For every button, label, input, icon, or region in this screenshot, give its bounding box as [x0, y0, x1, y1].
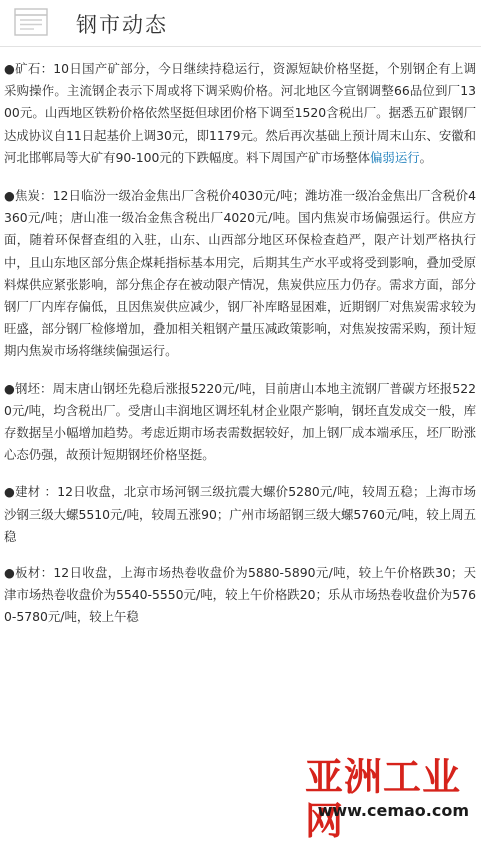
plate-paragraph: ●板材：12日收盘，上海市场热卷收盘价为5880-5890元/吨，较上午价格跌30；天津市场热卷收盘价为5540-5550元/吨，较上午价格跌20；乐从市场热卷收盘价为5760-5780元/吨，较上午稳	[4, 565, 476, 625]
coke-paragraph: ●焦炭：12日临汾一级冶金焦出厂含税价4030元/吨；潍坊准一级冶金焦出厂含税价4360元/吨；唐山准一级冶金焦含税出厂4020元/吨。国内焦炭市场偏强运行。供应方面，随着环保督查组的入驻，山东、山西部分地区环保检查趋严，限产计划严格执行中，且山东地区部分焦企煤耗指标基本用完，后期其生产水平或将受到影响，叠加受原料煤供应紧张影响，部分焦企存在被动限产情况，焦炭供应压力仍存。需求方面，部分钢厂厂内库存偏低，且因焦炭供应减少，钢厂补库略显困难，近期钢厂对焦炭需求较为旺盛，部分钢厂检修增加，叠加相关粗钢产量压减政策影响，对焦炭按需采购，预计短期内焦炭市场将继续偏强运行。	[4, 188, 476, 359]
ore-text-end: 。	[419, 149, 432, 165]
page-title: 钢市动态	[76, 13, 168, 37]
construction-paragraph: ●建材 ：12日收盘，北京市场河钢三级抗震大螺价5280元/吨，较周五稳；上海市场沙钢三级大螺5510元/吨，较周五涨90；广州市场韶钢三级大螺5760元/吨，较上周五稳	[4, 484, 476, 544]
section-header	[0, 0, 481, 47]
billet-paragraph: ●钢坯：周末唐山钢坯先稳后涨报5220元/吨，目前唐山本地主流钢厂普碳方坯报5220元/吨，均含税出厂。受唐山丰润地区调坯轧材企业限产影响，钢坯直发成交一般，库存数据呈小幅增加趋势。考虑近期市场表需数据较好，加上钢厂成本端承压，坯厂盼涨心态仍强，故预计短期钢坯价格坚挺。	[4, 380, 476, 463]
watermark-logo: 亚洲工业网	[305, 755, 462, 843]
ore-paragraph	[4, 58, 476, 169]
site-watermark	[305, 755, 475, 843]
document-icon	[14, 8, 48, 36]
watermark-url: www.cemaо.com	[317, 801, 469, 820]
ore-text: ●矿石：10日国产矿部分，今日继续持稳运行，资源短缺价格坚挺，个别钢企有上调采购操作。主流钢企表示下周或将下调采购价格。河北地区今宣钢调整66品位到厂1300元。山西地区铁粉价格依然坚挺但球团价格下调至1520含税出厂。据悉五矿跟钢厂达成协议自11日起基价上调30元，即1179元。然后再次基础上预计周末山东、安徽和河北邯郸局等大矿有90-100元的下跌幅度。料下周国产矿市场整体	[4, 61, 476, 165]
weak-trend-link[interactable]: 偏弱运行	[370, 149, 420, 165]
article-body	[4, 58, 476, 629]
